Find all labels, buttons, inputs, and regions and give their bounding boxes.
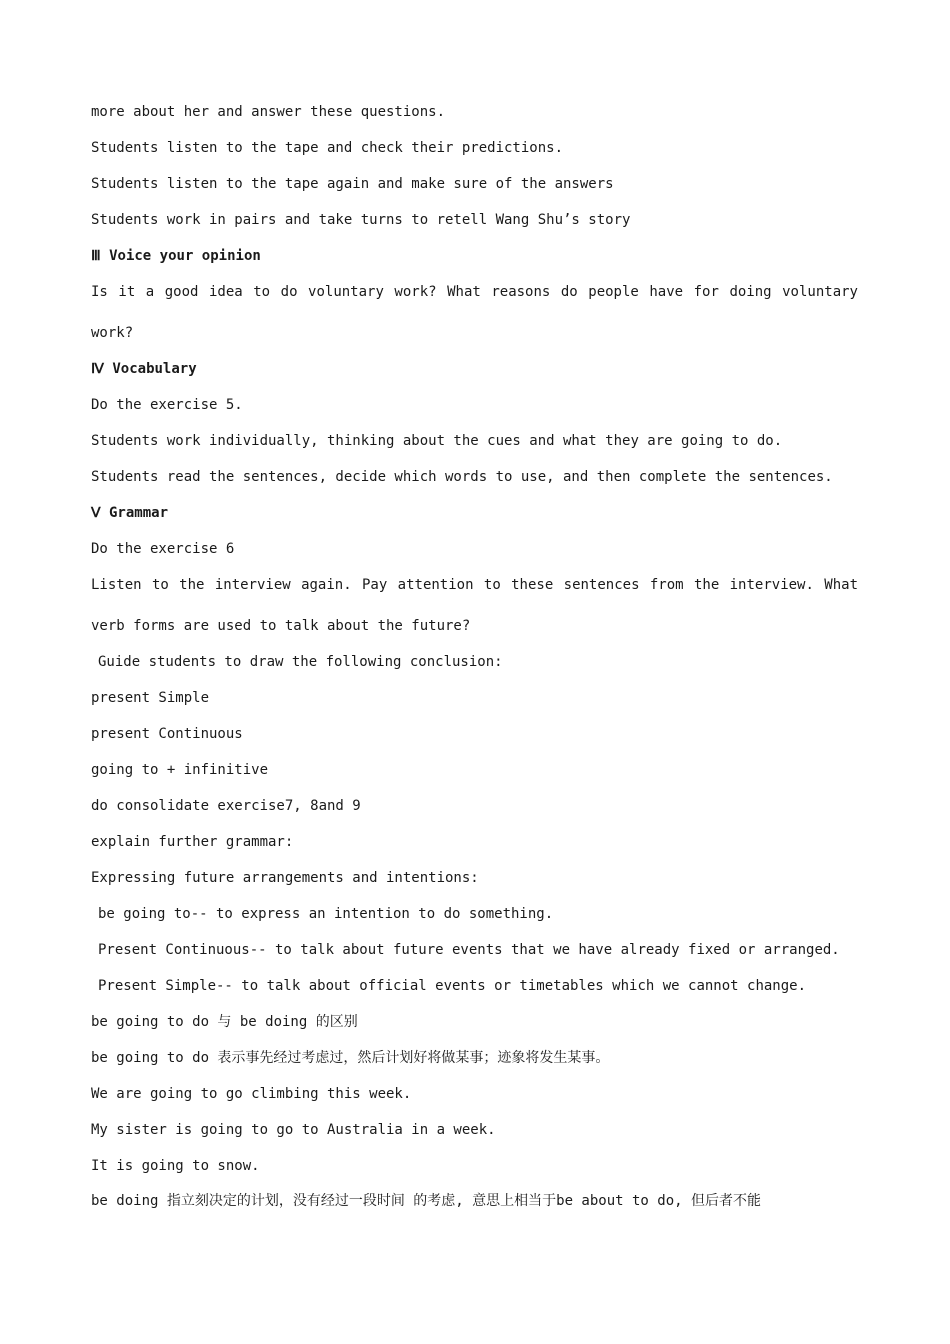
text-line: We are going to go climbing this week. bbox=[91, 1086, 412, 1102]
text-line: more about her and answer these questions. bbox=[91, 104, 446, 120]
text-line: Expressing future arrangements and intentions: bbox=[91, 870, 479, 886]
text-line: My sister is going to go to Australia in a week. bbox=[91, 1122, 496, 1138]
text-line: be going to do 表示事先经过考虑过，然后计划好将做某事；迹象将发生某事。 bbox=[91, 1050, 610, 1066]
text-line: be doing 指立刻决定的计划，没有经过一段时间 的考虑, 意思上相当于be about to do, 但后者不能 bbox=[91, 1193, 762, 1209]
text-line: present Simple bbox=[91, 690, 210, 706]
text-line: do consolidate exercise7, 8and 9 bbox=[91, 798, 361, 814]
text-line: Students read the sentences, decide which words to use, and then complete the sentences. bbox=[91, 469, 833, 485]
text-line: explain further grammar: bbox=[91, 834, 294, 850]
text-line: Students listen to the tape and check their predictions. bbox=[91, 140, 564, 156]
text-line: Listen to the interview again. Pay attention to these sentences from the interview. What bbox=[91, 577, 858, 593]
text-line: It is going to snow. bbox=[91, 1158, 260, 1174]
section-heading-voice-your-opinion: Ⅲ Voice your opinion bbox=[91, 248, 261, 264]
text-line: work? bbox=[91, 325, 134, 341]
text-line: verb forms are used to talk about the future? bbox=[91, 618, 471, 634]
text-line: Is it a good idea to do voluntary work? What reasons do people have for doing voluntary bbox=[91, 284, 858, 300]
text-line: present Continuous bbox=[91, 726, 243, 742]
text-line: Do the exercise 6 bbox=[91, 541, 235, 557]
text-line: Present Continuous-- to talk about future events that we have already fixed or arranged. bbox=[98, 942, 840, 958]
text-line: Present Simple-- to talk about official events or timetables which we cannot change. bbox=[98, 978, 807, 994]
text-line: Guide students to draw the following conclusion: bbox=[98, 654, 503, 670]
text-line: Students listen to the tape again and make sure of the answers bbox=[91, 176, 614, 192]
text-line: be going to-- to express an intention to do something. bbox=[98, 906, 554, 922]
section-heading-grammar: Ⅴ Grammar bbox=[91, 505, 169, 521]
text-line: going to + infinitive bbox=[91, 762, 269, 778]
text-line: be going to do 与 be doing 的区别 bbox=[91, 1014, 358, 1030]
text-line: Do the exercise 5. bbox=[91, 397, 243, 413]
section-heading-vocabulary: Ⅳ Vocabulary bbox=[91, 361, 197, 377]
text-line: Students work in pairs and take turns to retell Wang Shu’s story bbox=[91, 212, 631, 228]
text-line: Students work individually, thinking about the cues and what they are going to do. bbox=[91, 433, 783, 449]
